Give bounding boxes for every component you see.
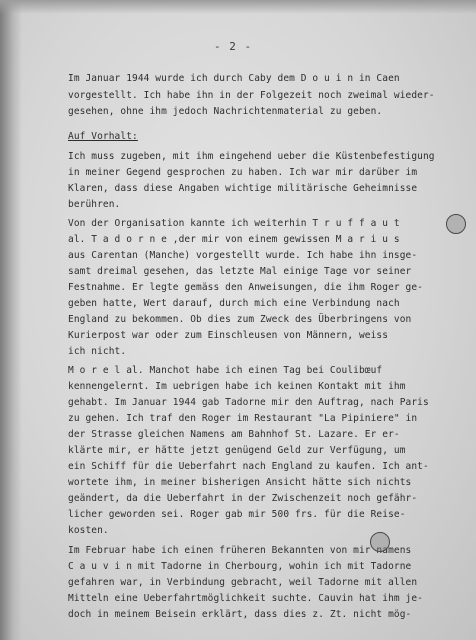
text-line: aus Carentan (Manche) vorgestellt wurde. Ich habe ihn insge- <box>68 250 418 261</box>
text-line: Im Februar habe ich einen früheren Bekannten von mir namens <box>68 545 412 556</box>
text-line: geben hatte, Wert darauf, durch mich eine Verbindung nach <box>68 298 400 309</box>
text-line: doch in meinem Beisein erklärt, dass dies z. Zt. nicht mög- <box>68 609 412 620</box>
text-line: kosten. <box>68 525 109 536</box>
text-line: al. T a d o r n e ,der mir von einem gewissen M a r i u s <box>68 234 400 245</box>
text-line: wortete ihm, in meiner bisherigen Ansicht hätte sich nichts <box>68 477 412 488</box>
text-line: vorgestellt. Ich habe ihn in der Folgezeit noch zweimal wieder- <box>68 90 435 101</box>
text-line: licher geworden sei. Roger gab mir 500 frs. für die Reise- <box>68 509 406 520</box>
text-line: gesehen, ohne ihm jedoch Nachrichtenmaterial zu geben. <box>68 106 383 117</box>
text-line: der Strasse gleichen Namens am Bahnhof St. Lazare. Er er- <box>68 429 400 440</box>
text-line: Kurierpost war oder zum Einschleusen von Männern, weiss <box>68 330 389 341</box>
text-line: Klaren, dass diese Angaben wichtige militärische Geheimnisse <box>68 183 418 194</box>
scan-edge-shadow-left <box>0 0 22 640</box>
scan-edge-shadow-top <box>0 0 476 14</box>
text-line: ich nicht. <box>68 346 127 357</box>
punch-hole-icon <box>370 532 390 552</box>
text-line: berühren. <box>68 199 121 210</box>
text-line: kennengelernt. Im uebrigen habe ich keinen Kontakt mit ihm <box>68 381 406 392</box>
text-line: gehabt. Im Januar 1944 gab Tadorne mir den Auftrag, nach Paris <box>68 397 429 408</box>
text-line: M o r e l al. Manchot habe ich einen Tag bei Coulibœuf <box>68 365 383 376</box>
text-line: geändert, da die Ueberfahrt in der Zwischenzeit noch gefähr- <box>68 493 418 504</box>
text-line: Ich muss zugeben, mit ihm eingehend ueber die Küstenbefestigung <box>68 151 435 162</box>
section-heading-auf-vorhalt: Auf Vorhalt: <box>68 131 138 142</box>
text-line: C a u v i n mit Tadorne in Cherbourg, wohin ich mit Tadorne <box>68 561 412 572</box>
text-line: England zu bekommen. Ob dies zum Zweck des Überbringens von <box>68 314 412 325</box>
text-line: Festnahme. Er legte gemäss den Anweisungen, die ihm Roger ge- <box>68 282 423 293</box>
page-number: - 2 - <box>214 40 253 53</box>
text-line: Von der Organisation kannte ich weiterhin T r u f f a u t <box>68 218 400 229</box>
text-line: in meiner Gegend gesprochen zu haben. Ich war mir darüber im <box>68 167 418 178</box>
punch-hole-icon <box>446 214 466 234</box>
text-line: gefahren war, in Verbindung gebracht, weil Tadorne mit allen <box>68 577 418 588</box>
text-line: ein Schiff für die Ueberfahrt nach England zu kaufen. Ich ant- <box>68 461 429 472</box>
text-line: Mitteln eine Ueberfahrtmöglichkeit suchte. Cauvin hat ihm je- <box>68 593 423 604</box>
text-line: zu gehen. Ich traf den Roger im Restaurant "La Pipiniere" in <box>68 413 418 424</box>
text-line: Im Januar 1944 wurde ich durch Caby dem D o u i n in Caen <box>68 73 400 84</box>
text-line: klärte mir, er hätte jetzt genügend Geld zur Verfügung, um <box>68 445 406 456</box>
text-line: samt dreimal gesehen, das letzte Mal einige Tage vor seiner <box>68 266 412 277</box>
